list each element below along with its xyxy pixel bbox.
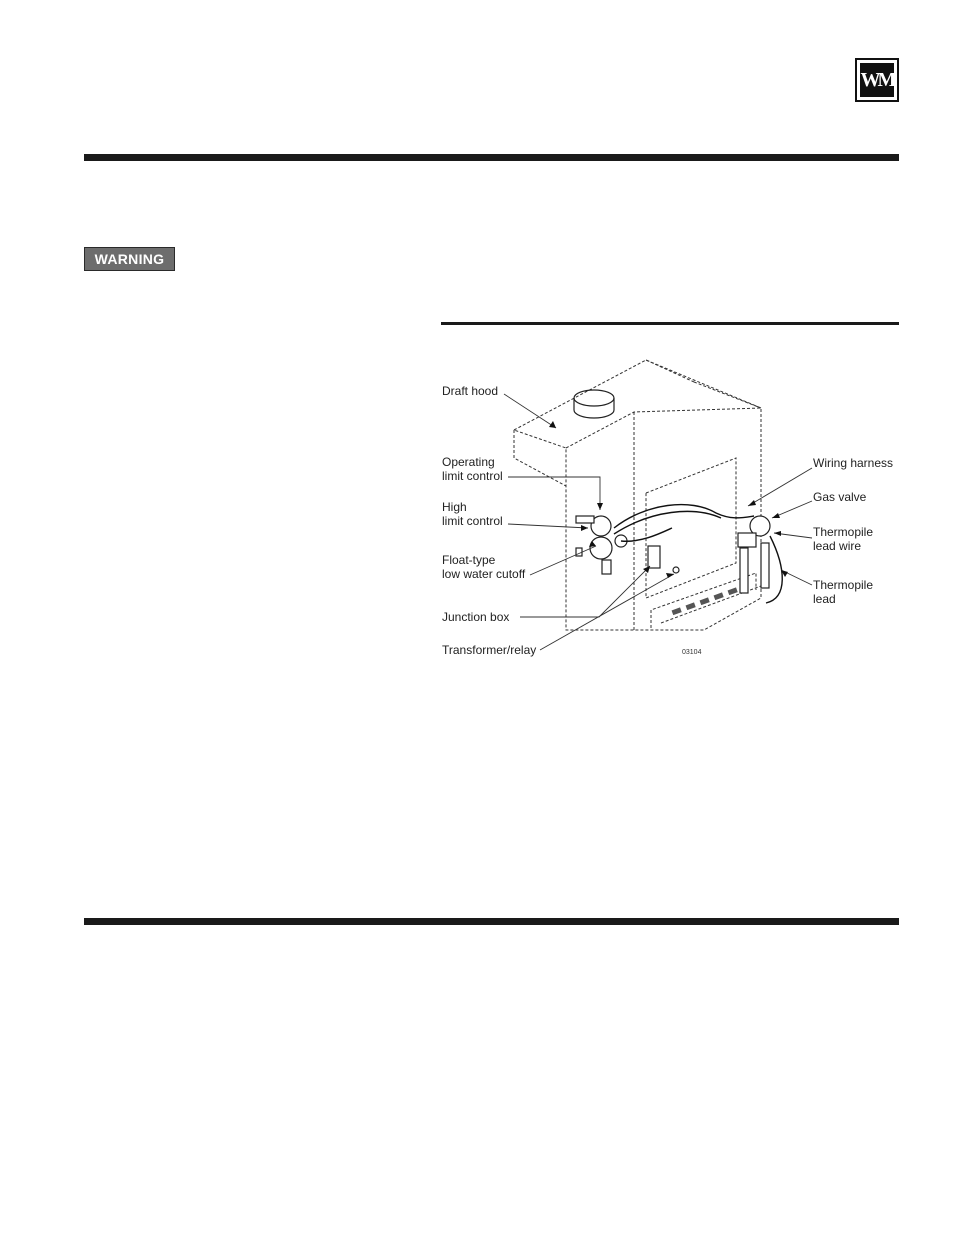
brand-logo-text: WM — [860, 69, 894, 91]
label-draft-hood: Draft hood — [442, 384, 499, 398]
label-operating-limit-control — [442, 455, 503, 483]
label-float-type-line-1: Float-type — [442, 553, 496, 567]
label-thermopile-lead-wire — [813, 525, 873, 553]
label-high-limit-control — [442, 500, 503, 528]
label-high-limit-line-2: limit control — [442, 514, 503, 528]
label-thermopile-lead-wire-line-2: lead wire — [813, 539, 862, 553]
label-junction-box: Junction box — [442, 610, 510, 624]
label-thermopile-lead — [813, 578, 873, 606]
brand-logo-mark — [860, 63, 894, 97]
section-rule-bottom — [84, 918, 899, 925]
warning-badge: WARNING — [84, 247, 175, 271]
boiler-diagram — [436, 348, 906, 663]
label-float-type-line-2: low water cutoff — [442, 567, 526, 581]
label-high-limit-line-1: High — [442, 500, 467, 514]
figure-number: 03104 — [682, 649, 702, 656]
label-float-type-low-water-cutoff — [442, 553, 525, 581]
figure-rule — [441, 322, 899, 325]
label-transformer-relay: Transformer/relay — [442, 643, 537, 657]
label-operating-limit-line-2: limit control — [442, 469, 503, 483]
label-wiring-harness: Wiring harness — [813, 456, 894, 470]
section-rule-top — [84, 154, 899, 161]
label-thermopile-lead-line-1: Thermopile — [813, 578, 874, 592]
label-thermopile-lead-line-2: lead — [813, 592, 836, 606]
label-operating-limit-line-1: Operating — [442, 455, 495, 469]
brand-logo — [855, 58, 899, 102]
label-thermopile-lead-wire-line-1: Thermopile — [813, 525, 874, 539]
label-gas-valve: Gas valve — [813, 490, 867, 504]
